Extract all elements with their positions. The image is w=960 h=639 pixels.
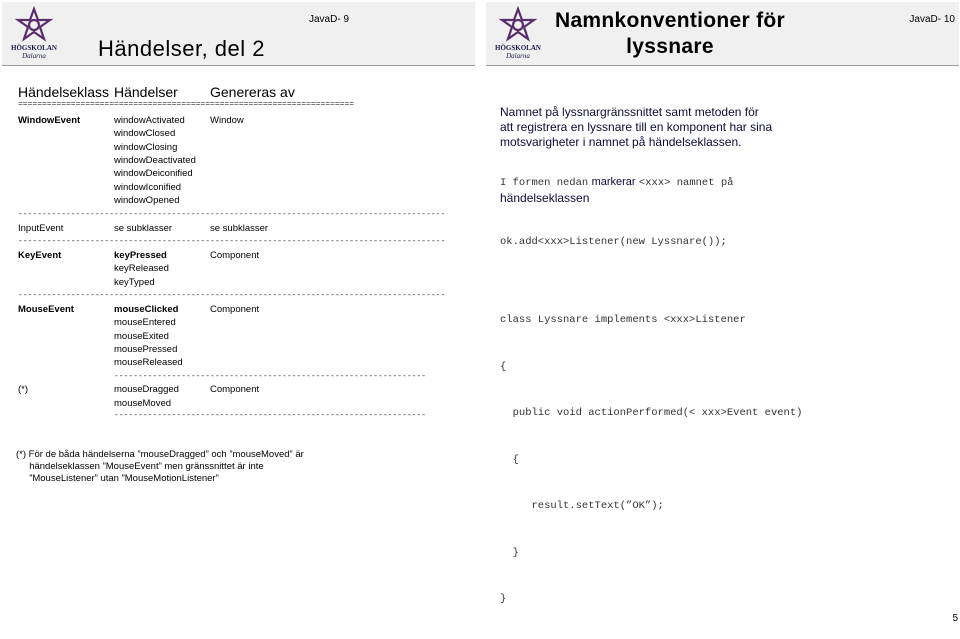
code-line-5: result.setText(”OK”); bbox=[500, 500, 664, 512]
code-add-listener: ok.add<xxx>Listener(new Lyssnare()); bbox=[500, 236, 727, 248]
src-input-subclasses: se subklasser bbox=[210, 223, 269, 234]
ev-mouse-clicked: mouseClicked bbox=[114, 304, 179, 315]
ev-input-subclasses: se subklasser bbox=[114, 223, 173, 234]
logo-text-1: HÖGSKOLAN bbox=[495, 44, 541, 52]
ev-key-pressed: keyPressed bbox=[114, 250, 167, 261]
code-line-2: { bbox=[500, 360, 507, 373]
slide-1 bbox=[2, 2, 475, 422]
slide-1-title: Händelser, del 2 bbox=[98, 36, 265, 61]
cls-mouse-event: MouseEvent bbox=[18, 304, 74, 315]
rule-2: ----------------------------------------------------------------------------------------- bbox=[18, 237, 446, 246]
ev-window-closing: windowClosing bbox=[114, 142, 178, 153]
ev-mouse-exited: mouseExited bbox=[114, 331, 169, 342]
code-line-6: } bbox=[500, 546, 519, 559]
double-rule: ====================================================================== bbox=[18, 100, 355, 109]
footnote bbox=[16, 449, 304, 485]
hogskolan-logo bbox=[492, 6, 544, 62]
flower-logo-icon bbox=[14, 6, 54, 44]
hogskolan-logo bbox=[8, 6, 60, 62]
footnote-line-1: (*) För de båda händelserna ”mouseDragged” och ”mouseMoved” är bbox=[16, 449, 304, 460]
cls-window-event: WindowEvent bbox=[18, 115, 81, 126]
ev-key-released: keyReleased bbox=[114, 263, 169, 274]
ev-key-typed: keyTyped bbox=[114, 277, 155, 288]
intro-line-1: Namnet på lyssnargränssnittet samt metoden för bbox=[500, 105, 759, 119]
ev-mouse-entered: mouseEntered bbox=[114, 317, 176, 328]
flower-logo-icon bbox=[498, 6, 538, 44]
slide-2-page: JavaD- 10 bbox=[909, 14, 955, 25]
src-motion-component: Component bbox=[210, 384, 260, 395]
rule-5: ----------------------------------------------------------------- bbox=[114, 411, 427, 420]
cls-key-event: KeyEvent bbox=[18, 250, 62, 261]
intro-line-2: att registrera en lyssnare till en komponent har sina bbox=[500, 120, 773, 134]
header-events: Händelser bbox=[114, 84, 178, 100]
ev-window-activated: windowActivated bbox=[114, 115, 185, 126]
src-window: Window bbox=[210, 115, 244, 126]
slide-2-title-line-2: lyssnare bbox=[626, 35, 714, 58]
footnote-line-2: händelseklassen ”MouseEvent” men gränssnittet är inte bbox=[16, 461, 264, 472]
slide-2-title bbox=[550, 8, 790, 60]
slide-1-header bbox=[2, 2, 475, 66]
slide-1-page: JavaD- 9 bbox=[308, 14, 349, 25]
logo-text-2: Dalarna bbox=[22, 52, 46, 60]
logo-text-2: Dalarna bbox=[506, 52, 530, 60]
rule-3: ----------------------------------------------------------------------------------------- bbox=[18, 291, 446, 300]
code-line-7: } bbox=[500, 593, 507, 605]
header-generated-by: Genereras av bbox=[210, 84, 295, 100]
ev-window-closed: windowClosed bbox=[114, 128, 176, 139]
footnote-line-3: ”MouseListener” utan ”MouseMotionListener” bbox=[16, 473, 219, 484]
code-line-1: class Lyssnare implements <xxx>Listener bbox=[500, 314, 746, 326]
code-line-3: public void actionPerformed(< xxx>Event event) bbox=[500, 407, 803, 419]
intro-line-3: motsvarigheter i namnet på händelseklassen. bbox=[500, 135, 742, 149]
rule-4: ----------------------------------------------------------------- bbox=[114, 372, 427, 381]
naming-paragraph bbox=[500, 174, 733, 206]
naming-xxx-name: <xxx> namnet på bbox=[638, 177, 734, 189]
cls-input-event: InputEvent bbox=[18, 223, 64, 234]
ev-mouse-moved: mouseMoved bbox=[114, 398, 172, 409]
code-line-4: { bbox=[500, 453, 519, 466]
header-event-class: Händelseklass bbox=[18, 84, 110, 100]
logo-text-1: HÖGSKOLAN bbox=[11, 44, 57, 52]
ev-window-opened: windowOpened bbox=[114, 195, 180, 206]
slide-2 bbox=[486, 2, 959, 605]
src-mouse-component: Component bbox=[210, 304, 260, 315]
intro-paragraph bbox=[500, 105, 772, 150]
ev-mouse-released: mouseReleased bbox=[114, 357, 183, 368]
page-number: 5 bbox=[952, 613, 958, 624]
naming-event-class: händelseklassen bbox=[500, 191, 590, 205]
cls-motion-star: (*) bbox=[18, 384, 29, 395]
ev-window-iconified: windowIconified bbox=[114, 182, 182, 193]
src-key-component: Component bbox=[210, 250, 260, 261]
naming-form-below: I formen nedan bbox=[500, 177, 589, 189]
slide-2-header bbox=[486, 2, 959, 66]
ev-window-deactivated: windowDeactivated bbox=[114, 155, 196, 166]
code-class-block bbox=[500, 282, 802, 639]
rule-1: ----------------------------------------------------------------------------------------- bbox=[18, 210, 446, 219]
ev-mouse-dragged: mouseDragged bbox=[114, 384, 179, 395]
ev-mouse-pressed: mousePressed bbox=[114, 344, 178, 355]
naming-marks: markerar bbox=[591, 176, 636, 188]
ev-window-deiconified: windowDeiconified bbox=[114, 168, 193, 179]
slide-2-title-line-1: Namnkonventioner för bbox=[554, 9, 786, 32]
